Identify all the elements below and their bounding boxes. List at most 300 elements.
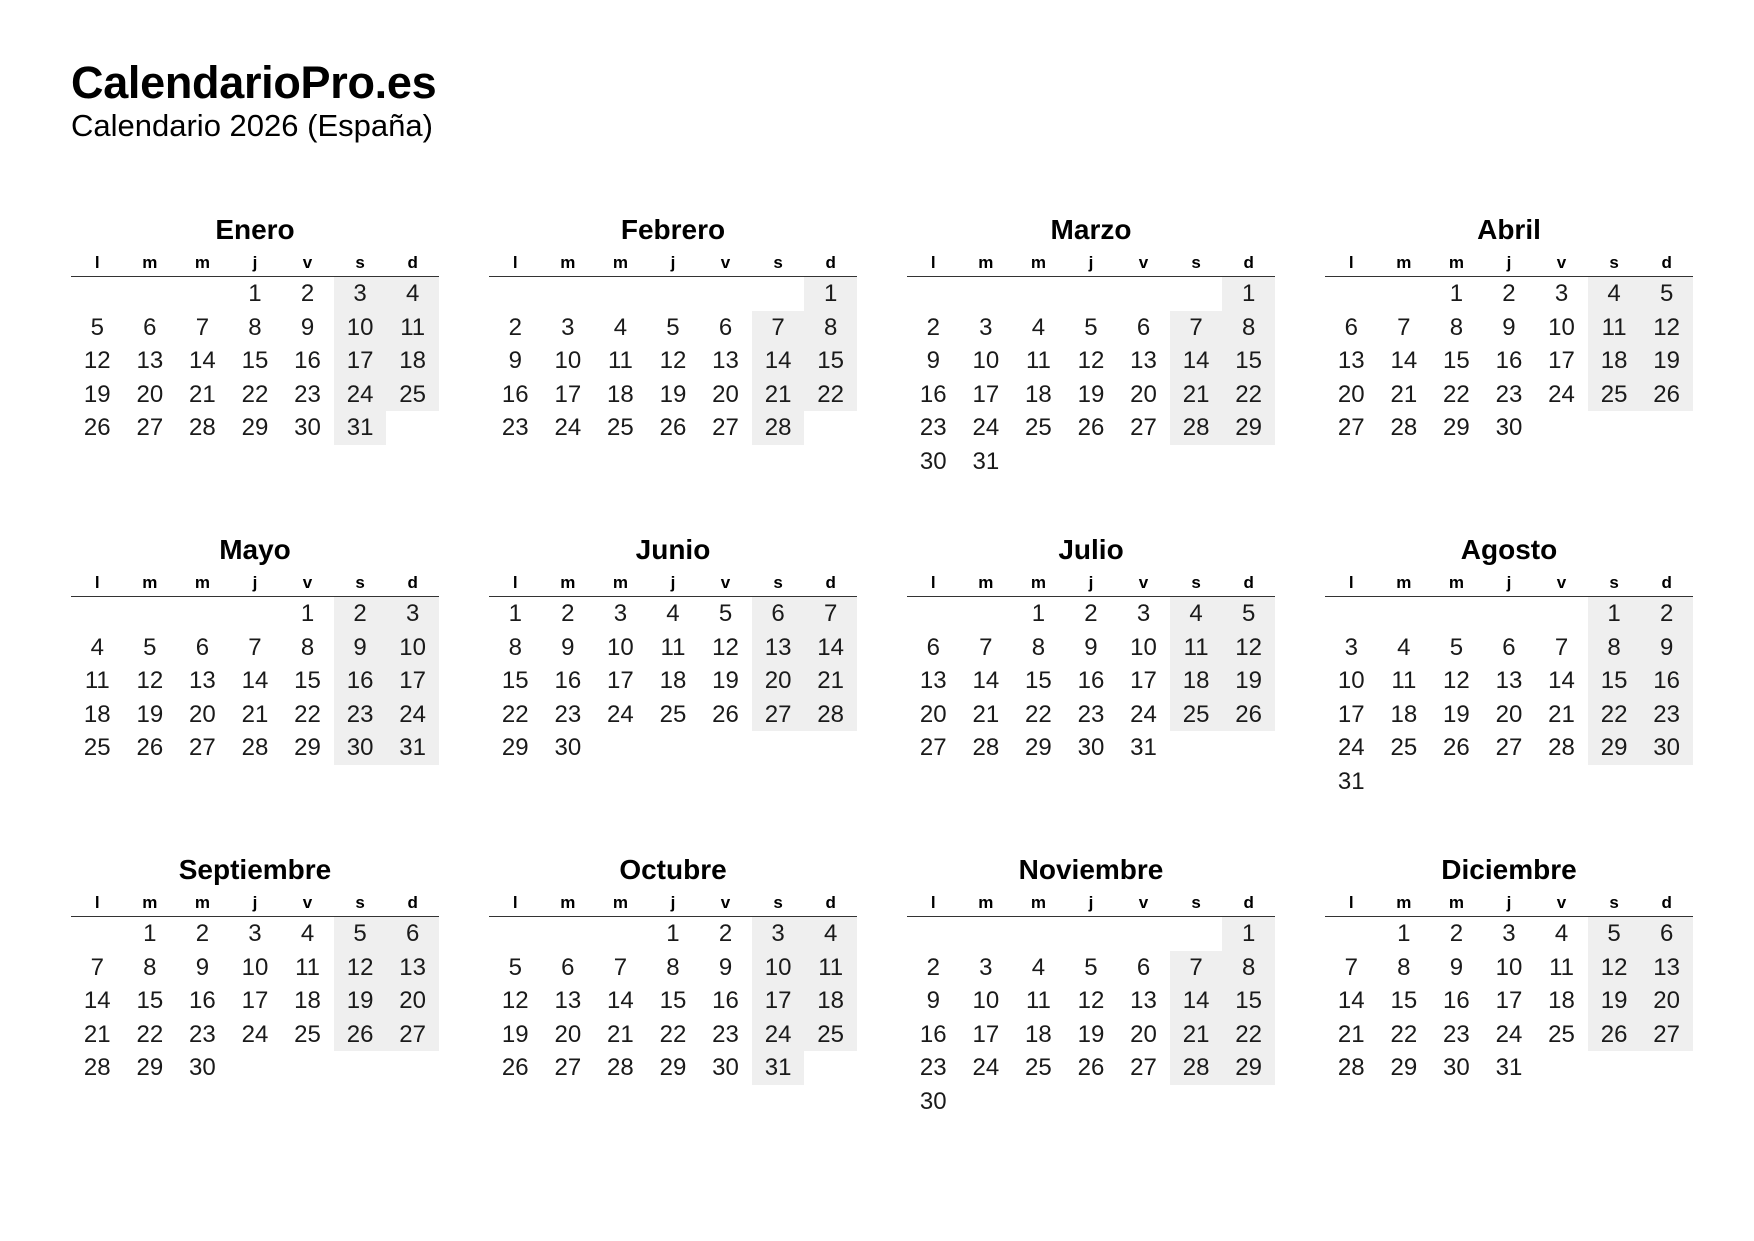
day-cell: 10 — [972, 987, 1000, 1014]
weekend-day-cell: 23 — [1640, 698, 1693, 732]
day-cell: 10 — [607, 633, 634, 661]
weekend-day-cell: 30 — [1640, 731, 1693, 765]
day-cell: 19 — [1443, 700, 1470, 728]
days-grid — [1325, 597, 1693, 798]
empty-cell — [1065, 917, 1118, 951]
weekend-day-cell: 28 — [1170, 411, 1223, 445]
weekday-label: s — [1609, 573, 1619, 592]
weekend-day-cell: 13 — [752, 631, 805, 665]
empty-cell — [1378, 597, 1431, 631]
day-cell: 17 — [1337, 700, 1365, 728]
month-name: Mayo — [219, 534, 291, 565]
day-cell: 14 — [1337, 987, 1365, 1014]
day-cell: 8 — [248, 313, 262, 341]
day-cell: 5 — [1449, 633, 1464, 661]
day-cell: 19 — [659, 380, 687, 408]
day-cell: 27 — [919, 734, 947, 761]
weekend-day-cell: 21 — [1170, 378, 1223, 412]
day-cell: 15 — [1443, 347, 1470, 374]
day-cell: 10 — [1495, 953, 1523, 981]
day-cell: 16 — [294, 347, 321, 374]
weekend-day-cell: 5 — [334, 917, 387, 951]
day-cell: 24 — [972, 414, 1000, 441]
weekday-label: s — [1609, 893, 1619, 912]
day-cell: 30 — [1077, 734, 1105, 761]
weekend-day-cell: 21 — [752, 378, 805, 412]
weekday-label: l — [512, 893, 518, 912]
day-cell: 15 — [659, 987, 687, 1014]
day-cell: 16 — [554, 667, 582, 694]
weekend-day-cell: 9 — [1640, 631, 1693, 665]
month-name: Noviembre — [1018, 854, 1164, 885]
day-cell: 30 — [919, 447, 947, 475]
day-cell: 12 — [1077, 347, 1105, 374]
day-cell: 2 — [300, 280, 315, 307]
day-cell: 3 — [613, 600, 628, 627]
month-name: Diciembre — [1441, 854, 1577, 885]
day-cell: 17 — [972, 380, 1000, 408]
day-cell: 20 — [1495, 700, 1523, 728]
weekday-label: v — [1138, 573, 1149, 592]
weekend-day-cell: 29 — [1222, 1051, 1275, 1085]
day-cell: 23 — [919, 414, 947, 441]
day-cell: 24 — [1130, 700, 1157, 728]
empty-cell — [489, 917, 542, 951]
days-grid — [489, 917, 857, 1085]
weekend-day-cell: 22 — [1222, 1018, 1275, 1052]
day-cell: 18 — [1390, 700, 1418, 728]
day-cell: 10 — [1130, 633, 1157, 661]
day-cell: 11 — [1549, 953, 1574, 981]
site-title: CalendarioPro.es — [71, 57, 437, 108]
weekend-day-cell: 3 — [752, 917, 805, 951]
weekend-day-cell: 27 — [1640, 1018, 1693, 1052]
day-cell: 25 — [1390, 734, 1418, 761]
weekday-header — [71, 891, 439, 917]
weekend-day-cell: 16 — [1640, 664, 1693, 698]
day-cell: 9 — [1449, 953, 1464, 981]
weekend-day-cell: 8 — [1222, 311, 1275, 345]
weekend-day-cell: 31 — [386, 731, 439, 765]
empty-cell — [960, 597, 1013, 631]
day-cell: 9 — [926, 347, 940, 374]
weekend-day-cell: 12 — [1640, 311, 1693, 345]
weekday-label: m — [1396, 253, 1412, 272]
day-cell: 29 — [136, 1054, 164, 1081]
day-cell: 22 — [1025, 700, 1052, 728]
day-cell: 26 — [1077, 414, 1105, 441]
empty-cell — [907, 917, 960, 951]
day-cell: 16 — [712, 987, 739, 1014]
weekend-day-cell: 6 — [752, 597, 805, 631]
weekend-day-cell: 26 — [1222, 698, 1275, 732]
weekday-label: l — [1348, 893, 1354, 912]
month-octubre — [489, 853, 857, 1173]
day-cell: 26 — [83, 414, 111, 441]
day-cell: 14 — [607, 987, 634, 1014]
day-cell: 6 — [1136, 313, 1151, 341]
day-cell: 3 — [248, 920, 262, 947]
day-cell: 25 — [1548, 1020, 1575, 1048]
day-cell: 6 — [561, 953, 575, 981]
day-cell: 2 — [195, 920, 210, 947]
weekday-label: j — [1088, 893, 1094, 912]
day-cell: 6 — [1502, 633, 1516, 661]
day-cell: 19 — [1077, 1020, 1105, 1048]
day-cell: 30 — [189, 1054, 216, 1081]
day-cell: 28 — [83, 1054, 111, 1081]
days-grid — [907, 597, 1275, 765]
day-cell: 23 — [294, 380, 321, 408]
day-cell: 14 — [972, 667, 1000, 694]
weekend-day-cell: 28 — [1170, 1051, 1223, 1085]
day-cell: 7 — [90, 953, 104, 981]
weekend-day-cell: 4 — [1170, 597, 1223, 631]
day-cell: 29 — [1390, 1054, 1418, 1081]
empty-cell — [176, 277, 229, 311]
day-cell: 26 — [501, 1054, 529, 1081]
day-cell: 9 — [195, 953, 210, 981]
weekday-label: l — [1348, 253, 1354, 272]
day-cell: 27 — [554, 1054, 582, 1081]
day-cell: 8 — [1449, 313, 1464, 341]
day-cell: 13 — [1495, 667, 1523, 694]
day-cell: 30 — [712, 1054, 739, 1081]
day-cell: 3 — [1502, 920, 1516, 947]
weekend-day-cell: 24 — [752, 1018, 805, 1052]
weekday-label: m — [142, 893, 158, 912]
day-cell: 5 — [1084, 313, 1098, 341]
weekday-label: m — [978, 253, 994, 272]
day-cell: 11 — [607, 347, 633, 374]
day-cell: 1 — [248, 280, 262, 307]
days-grid — [1325, 917, 1693, 1085]
day-cell: 6 — [143, 313, 157, 341]
empty-cell — [1012, 277, 1065, 311]
weekday-label: s — [773, 573, 783, 592]
day-cell: 27 — [136, 414, 164, 441]
weekday-label: j — [252, 253, 258, 272]
day-cell: 5 — [508, 953, 522, 981]
weekday-label: d — [1661, 573, 1672, 592]
day-cell: 22 — [294, 700, 321, 728]
weekend-day-cell: 1 — [804, 277, 857, 311]
empty-cell — [542, 277, 595, 311]
day-cell: 20 — [712, 380, 739, 408]
empty-cell — [960, 917, 1013, 951]
day-cell: 27 — [1130, 1054, 1157, 1081]
day-cell: 21 — [189, 380, 216, 408]
weekday-label: v — [1556, 893, 1567, 912]
day-cell: 1 — [1449, 280, 1464, 307]
day-cell: 16 — [919, 380, 947, 408]
weekend-day-cell: 26 — [1640, 378, 1693, 412]
day-cell: 26 — [136, 734, 164, 761]
day-cell: 13 — [554, 987, 582, 1014]
month-abril — [1325, 213, 1693, 533]
weekday-header — [907, 891, 1275, 917]
day-cell: 21 — [83, 1020, 111, 1048]
month-noviembre — [907, 853, 1275, 1173]
day-cell: 22 — [501, 700, 529, 728]
day-cell: 30 — [1443, 1054, 1470, 1081]
day-cell: 17 — [972, 1020, 1000, 1048]
day-cell: 29 — [1025, 734, 1052, 761]
day-cell: 3 — [561, 313, 575, 341]
day-cell: 2 — [1449, 920, 1464, 947]
empty-cell — [542, 917, 595, 951]
day-cell: 21 — [1390, 380, 1418, 408]
weekday-label: d — [407, 573, 418, 592]
day-cell: 7 — [613, 953, 628, 981]
weekend-day-cell: 15 — [1222, 344, 1275, 378]
empty-cell — [907, 277, 960, 311]
day-cell: 9 — [300, 313, 315, 341]
weekend-day-cell: 20 — [386, 984, 439, 1018]
weekday-label: j — [252, 573, 258, 592]
day-cell: 20 — [919, 700, 947, 728]
month-name: Octubre — [619, 854, 727, 885]
day-cell: 21 — [1548, 700, 1575, 728]
weekday-label: m — [142, 573, 158, 592]
weekday-label: m — [194, 573, 210, 592]
month-agosto — [1325, 533, 1693, 853]
weekday-label: l — [512, 253, 518, 272]
day-cell: 2 — [1084, 600, 1098, 627]
day-cell: 5 — [90, 313, 104, 341]
day-cell: 4 — [613, 313, 628, 341]
weekend-day-cell: 10 — [334, 311, 387, 345]
empty-cell — [1012, 917, 1065, 951]
weekday-label: v — [302, 573, 313, 592]
weekend-day-cell: 12 — [1588, 951, 1641, 985]
day-cell: 1 — [508, 600, 522, 627]
weekend-day-cell: 31 — [334, 411, 387, 445]
day-cell: 16 — [1077, 667, 1105, 694]
day-cell: 9 — [926, 987, 940, 1014]
weekend-day-cell: 15 — [1222, 984, 1275, 1018]
day-cell: 15 — [294, 667, 321, 694]
day-cell: 1 — [300, 600, 315, 627]
weekend-day-cell: 26 — [334, 1018, 387, 1052]
weekend-day-cell: 17 — [386, 664, 439, 698]
weekend-day-cell: 28 — [804, 698, 857, 732]
days-grid — [1325, 277, 1693, 445]
day-cell: 23 — [919, 1054, 947, 1081]
day-cell: 2 — [561, 600, 575, 627]
weekday-label: m — [1030, 253, 1046, 272]
weekend-day-cell: 22 — [804, 378, 857, 412]
day-cell: 9 — [718, 953, 733, 981]
day-cell: 11 — [660, 633, 686, 661]
day-cell: 19 — [712, 667, 739, 694]
day-cell: 26 — [1077, 1054, 1105, 1081]
day-cell: 30 — [294, 414, 321, 441]
day-cell: 28 — [972, 734, 1000, 761]
month-junio — [489, 533, 857, 853]
weekend-day-cell: 7 — [1170, 311, 1223, 345]
empty-cell — [1325, 277, 1378, 311]
day-cell: 30 — [554, 734, 582, 761]
day-cell: 14 — [1548, 667, 1575, 694]
weekday-header — [907, 251, 1275, 277]
empty-cell — [1117, 277, 1170, 311]
day-cell: 9 — [1502, 313, 1516, 341]
weekend-day-cell: 10 — [752, 951, 805, 985]
day-cell: 7 — [195, 313, 210, 341]
weekday-label: d — [407, 253, 418, 272]
day-cell: 11 — [84, 667, 110, 694]
weekend-day-cell: 10 — [386, 631, 439, 665]
day-cell: 3 — [1554, 280, 1569, 307]
weekday-label: j — [670, 893, 676, 912]
weekend-day-cell: 20 — [752, 664, 805, 698]
weekday-label: l — [930, 893, 936, 912]
weekend-day-cell: 30 — [334, 731, 387, 765]
day-cell: 16 — [1443, 987, 1470, 1014]
weekday-label: v — [1556, 573, 1567, 592]
day-cell: 20 — [1130, 380, 1157, 408]
empty-cell — [1170, 277, 1223, 311]
weekend-day-cell: 1 — [1222, 277, 1275, 311]
day-cell: 24 — [241, 1020, 269, 1048]
day-cell: 27 — [1130, 414, 1157, 441]
weekday-label: j — [1506, 893, 1512, 912]
weekend-day-cell: 7 — [752, 311, 805, 345]
weekend-day-cell: 6 — [386, 917, 439, 951]
days-grid — [71, 597, 439, 765]
weekend-day-cell: 18 — [1588, 344, 1641, 378]
day-cell: 29 — [294, 734, 321, 761]
day-cell: 10 — [1548, 313, 1575, 341]
weekday-label: l — [930, 253, 936, 272]
weekday-label: m — [1448, 253, 1464, 272]
weekend-day-cell: 25 — [1170, 698, 1223, 732]
day-cell: 27 — [189, 734, 216, 761]
day-cell: 5 — [666, 313, 680, 341]
day-cell: 24 — [607, 700, 634, 728]
weekend-day-cell: 29 — [1588, 731, 1641, 765]
day-cell: 18 — [1025, 380, 1052, 408]
month-diciembre — [1325, 853, 1693, 1173]
empty-cell — [907, 597, 960, 631]
weekend-day-cell: 24 — [334, 378, 387, 412]
day-cell: 17 — [1548, 347, 1575, 374]
empty-cell — [752, 277, 805, 311]
day-cell: 30 — [919, 1087, 947, 1115]
day-cell: 22 — [1390, 1020, 1418, 1048]
days-grid — [489, 597, 857, 765]
day-cell: 16 — [1495, 347, 1523, 374]
day-cell: 31 — [1337, 767, 1365, 795]
month-name: Septiembre — [178, 854, 332, 885]
weekend-day-cell: 29 — [1222, 411, 1275, 445]
day-cell: 8 — [1397, 953, 1411, 981]
day-cell: 15 — [241, 347, 269, 374]
day-cell: 27 — [1495, 734, 1523, 761]
day-cell: 9 — [561, 633, 575, 661]
day-cell: 12 — [1443, 667, 1470, 694]
day-cell: 1 — [666, 920, 680, 947]
day-cell: 4 — [666, 600, 680, 627]
day-cell: 4 — [90, 633, 104, 661]
weekday-label: m — [194, 253, 210, 272]
day-cell: 24 — [554, 414, 582, 441]
weekday-label: s — [1191, 893, 1201, 912]
day-cell: 26 — [712, 700, 739, 728]
weekend-day-cell: 14 — [1170, 344, 1223, 378]
month-febrero — [489, 213, 857, 533]
weekday-label: v — [720, 253, 731, 272]
empty-cell — [1325, 597, 1378, 631]
day-cell: 8 — [300, 633, 315, 661]
day-cell: 10 — [1337, 667, 1365, 694]
weekend-day-cell: 1 — [1588, 597, 1641, 631]
day-cell: 27 — [1337, 414, 1365, 441]
day-cell: 18 — [83, 700, 111, 728]
day-cell: 13 — [1337, 347, 1365, 374]
page-header — [71, 56, 436, 144]
day-cell: 15 — [1390, 987, 1418, 1014]
weekend-day-cell: 23 — [334, 698, 387, 732]
weekend-day-cell: 22 — [1222, 378, 1275, 412]
weekday-label: v — [1138, 253, 1149, 272]
weekday-label: l — [94, 893, 100, 912]
day-cell: 25 — [83, 734, 111, 761]
day-cell: 19 — [83, 380, 111, 408]
weekend-day-cell: 26 — [1588, 1018, 1641, 1052]
weekend-day-cell: 11 — [1170, 631, 1223, 665]
day-cell: 9 — [1084, 633, 1098, 661]
weekend-day-cell: 31 — [752, 1051, 805, 1085]
weekend-day-cell: 15 — [804, 344, 857, 378]
calendar-subtitle: Calendario 2026 (España) — [71, 108, 433, 143]
day-cell: 22 — [241, 380, 269, 408]
day-cell: 1 — [1031, 600, 1046, 627]
weekday-label: s — [1191, 253, 1201, 272]
day-cell: 25 — [294, 1020, 321, 1048]
day-cell: 26 — [1443, 734, 1470, 761]
empty-cell — [229, 597, 282, 631]
day-cell: 2 — [1502, 280, 1516, 307]
weekday-label: m — [1030, 893, 1046, 912]
day-cell: 19 — [501, 1020, 529, 1048]
day-cell: 23 — [554, 700, 582, 728]
weekday-header — [1325, 891, 1693, 917]
day-cell: 23 — [712, 1020, 739, 1048]
weekday-label: m — [560, 893, 576, 912]
empty-cell — [1325, 917, 1378, 951]
weekday-label: l — [930, 573, 936, 592]
weekday-label: m — [560, 253, 576, 272]
weekend-day-cell: 5 — [1640, 277, 1693, 311]
days-grid — [71, 277, 439, 445]
day-cell: 20 — [554, 1020, 582, 1048]
weekday-label: l — [512, 573, 518, 592]
empty-cell — [594, 917, 647, 951]
day-cell: 21 — [972, 700, 1000, 728]
day-cell: 8 — [508, 633, 522, 661]
day-cell: 3 — [1136, 600, 1151, 627]
day-cell: 28 — [241, 734, 269, 761]
weekend-day-cell: 21 — [804, 664, 857, 698]
weekend-day-cell: 2 — [334, 597, 387, 631]
day-cell: 17 — [607, 667, 634, 694]
day-cell: 22 — [136, 1020, 164, 1048]
day-cell: 7 — [979, 633, 993, 661]
weekend-day-cell: 4 — [804, 917, 857, 951]
weekend-day-cell: 8 — [804, 311, 857, 345]
